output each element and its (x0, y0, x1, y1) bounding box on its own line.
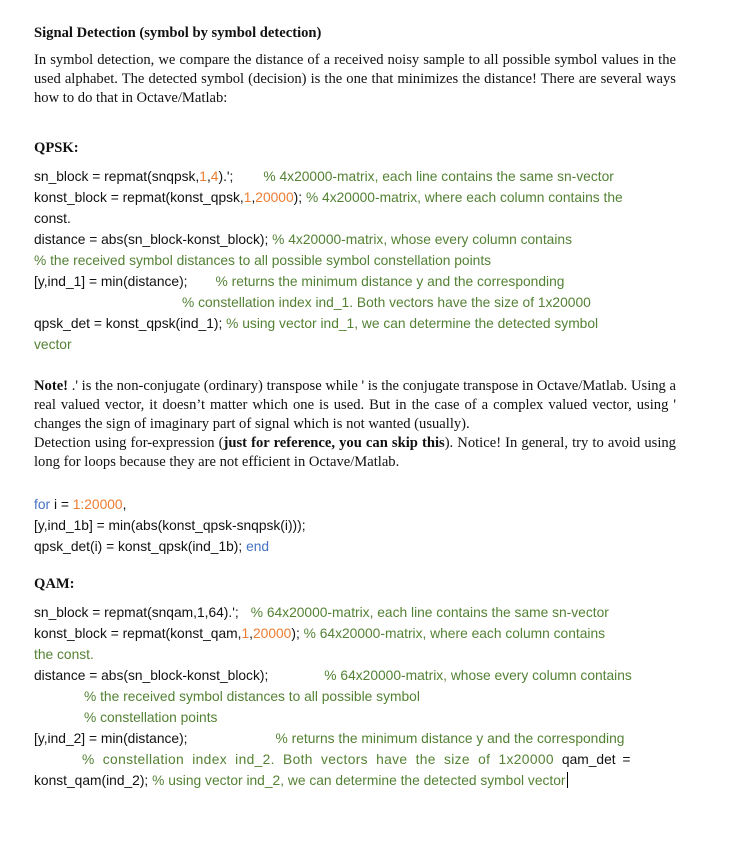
qam-code-line: % constellation points (84, 710, 218, 725)
note-paragraph: Note! .' is the non-conjugate (ordinary) transpose while ' is the conjugate transpose in Octave/Matlab. Using a real valued vector, it doesn’t matter which one is used. But in the case of a complex valued vector, using ' changes the sign of imaginary part of signal which is not wanted (usually). (34, 378, 676, 432)
qam-code-block (34, 602, 676, 791)
qam-code-line: the const. (34, 647, 94, 662)
document (34, 24, 676, 791)
qpsk-code-line: const. (34, 211, 71, 226)
intro-paragraph: In symbol detection, we compare the distance of a received noisy sample to all possible symbol values in the used alphabet. The detected symbol (decision) is the one that minimizes the distance! There are several ways how to do that in Octave/Matlab: (34, 52, 676, 106)
qam-code-line: [y,ind_2] = min(distance); % returns the minimum distance y and the corresponding (34, 731, 625, 746)
qam-code-line: distance = abs(sn_block-konst_block); % 64x20000-matrix, whose every column contains (34, 668, 632, 683)
qpsk-code-line: distance = abs(sn_block-konst_block); % 4x20000-matrix, whose every column contains (34, 232, 572, 247)
qam-code-line: % the received symbol distances to all possible symbol (84, 689, 420, 704)
text-cursor (567, 772, 568, 788)
qpsk-code-line: % the received symbol distances to all possible symbol constellation points (34, 253, 492, 268)
qpsk-code-line: sn_block = repmat(snqpsk,1,4).'; % 4x20000-matrix, each line contains the same sn-vector (34, 169, 614, 184)
qpsk-code-line: qpsk_det = konst_qpsk(ind_1); % using vector ind_1, we can determine the detected symbol (34, 316, 599, 331)
loop-code-line: qpsk_det(i) = konst_qpsk(ind_1b); end (34, 539, 270, 554)
qpsk-code-line: % constellation index ind_1. Both vectors have the size of 1x20000 (182, 295, 591, 310)
loop-code-line: [y,ind_1b] = min(abs(konst_qpsk-snqpsk(i))); (34, 518, 306, 533)
qam-code-line: konst_block = repmat(konst_qam,1,20000); % 64x20000-matrix, where each column contains (34, 626, 606, 641)
qpsk-code-line: [y,ind_1] = min(distance); % returns the minimum distance y and the corresponding (34, 274, 565, 289)
qam-code-line: konst_qam(ind_2); % using vector ind_2, we can determine the detected symbol vector (34, 773, 566, 788)
qam-code-line: sn_block = repmat(snqam,1,64).'; % 64x20000-matrix, each line contains the same sn-vector (34, 605, 609, 620)
qam-code-line: % constellation index ind_2. Both vectors have the size of 1x20000 qam_det = (82, 752, 631, 767)
loop-code-line: for i = 1:20000, (34, 497, 127, 512)
qpsk-code-line: vector (34, 337, 72, 352)
qam-heading: QAM: (34, 576, 75, 592)
page-title: Signal Detection (symbol by symbol detection) (34, 25, 322, 41)
qpsk-code-block (34, 166, 676, 355)
for-loop-code-block (34, 494, 676, 557)
qpsk-code-line: konst_block = repmat(konst_qpsk,1,20000); % 4x20000-matrix, where each column contains the (34, 190, 623, 205)
note-label: Note! (34, 378, 69, 394)
qpsk-heading: QPSK: (34, 140, 79, 156)
detection-paragraph: Detection using for-expression (just for reference, you can skip this). Notice! In general, try to avoid using long for loops because they are not efficient in Octave/Matlab. (34, 435, 676, 470)
